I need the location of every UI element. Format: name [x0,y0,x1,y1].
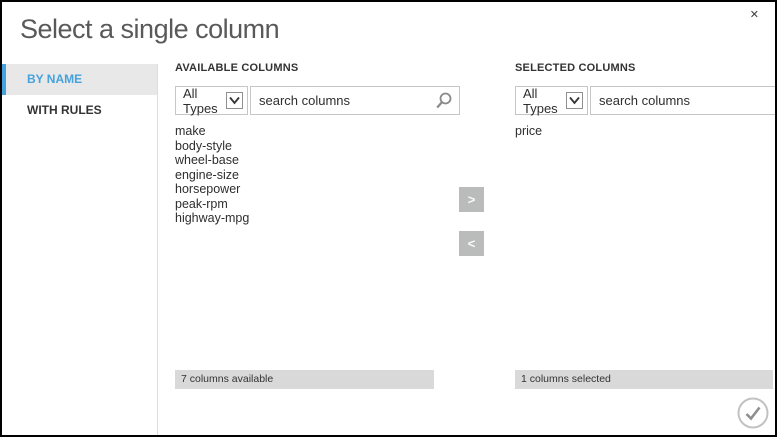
column-list-item[interactable]: peak-rpm [175,196,228,211]
sidebar-divider [157,64,158,435]
dialog-title: Select a single column [20,14,280,44]
available-controls-row [175,86,434,115]
selected-column-list [515,124,773,139]
sidebar [2,64,158,126]
chevron-down-icon [226,92,243,109]
column-list-item[interactable]: make [175,124,206,138]
available-search-box [250,86,460,115]
available-status-bar: 7 columns available [175,370,434,389]
selected-columns-panel [515,62,773,385]
available-search-input[interactable] [259,93,435,108]
sidebar-item-by-name[interactable]: BY NAME [2,64,158,95]
search-icon[interactable] [435,92,453,110]
selected-search-input[interactable] [599,93,775,108]
move-right-button[interactable]: > [459,187,484,212]
column-list-item[interactable]: highway-mpg [175,211,250,225]
column-list-item[interactable]: wheel-base [175,153,239,167]
available-columns-header: AVAILABLE COLUMNS [175,62,299,74]
selected-status-bar: 1 columns selected [515,370,773,389]
move-left-button[interactable]: < [459,231,484,256]
selected-search-box [590,86,777,115]
available-column-list [175,124,434,226]
column-list-item[interactable]: body-style [175,138,232,153]
selected-controls-row [515,86,773,115]
close-icon[interactable]: ✕ [749,9,759,21]
checkmark-icon [737,397,769,429]
column-list-item[interactable]: price [515,124,543,138]
column-list-item[interactable]: engine-size [175,167,239,182]
available-type-filter-dropdown[interactable] [175,86,248,115]
column-list-item[interactable]: horsepower [175,182,241,196]
selected-columns-header: SELECTED COLUMNS [515,62,636,74]
chevron-down-icon [566,92,583,109]
selected-type-filter-value: All Types [523,85,558,116]
sidebar-item-with-rules[interactable]: WITH RULES [27,103,102,117]
selected-type-filter-dropdown[interactable] [515,86,588,115]
available-type-filter-value: All Types [183,85,218,116]
confirm-button[interactable] [737,397,769,429]
available-columns-panel [175,62,434,385]
